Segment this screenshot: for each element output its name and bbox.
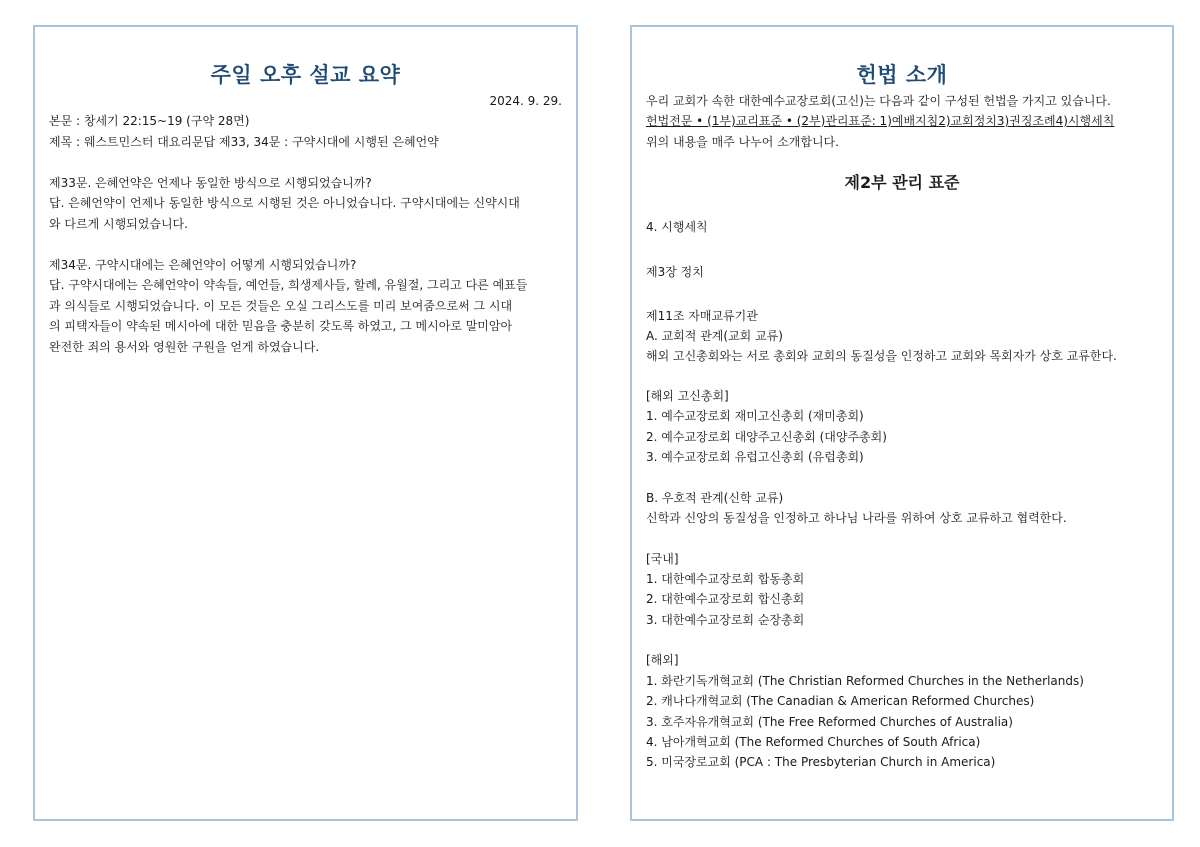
constitution-panel xyxy=(630,25,1174,821)
constitution-title: 헌법 소개 xyxy=(856,63,948,87)
answer-34-line: 답. 구약시대에는 은혜언약이 약속들, 예언들, 희생제사들, 할례, 유월절, 그리고 다른 예표들 xyxy=(49,278,528,292)
answer-34-line: 의 피택자들이 약속된 메시아에 대한 믿음을 충분히 갖도록 하였고, 그 메시아로 말미암아 xyxy=(49,319,513,333)
answer-34-line: 과 의식들로 시행되었습니다. 이 모든 것들은 오실 그리스도를 미리 보여줌으로써 그 시대 xyxy=(49,299,513,313)
question-33: 제33문. 은혜언약은 언제나 동일한 방식으로 시행되었습니까? xyxy=(49,176,372,190)
overseas-kosin-label: [해외 고신총회] xyxy=(646,389,729,403)
overseas-label: [해외] xyxy=(646,653,679,667)
answer-33-line: 답. 은혜언약이 언제나 동일한 방식으로 시행된 것은 아니었습니다. 구약시대에는 신약시대 xyxy=(49,196,520,210)
relation-a-heading: A. 교회적 관계(교회 교류) xyxy=(646,329,783,343)
sermon-subject: 제목 : 웨스트민스터 대요리문답 제33, 34문 : 구약시대에 시행된 은혜언약 xyxy=(49,135,439,149)
sermon-scripture: 본문 : 창세기 22:15~19 (구약 28면) xyxy=(49,114,250,128)
part-title: 제2부 관리 표준 xyxy=(844,173,960,192)
relation-b-desc: 신학과 신앙의 동질성을 인정하고 하나님 나라를 위하여 상호 교류하고 협력한다. xyxy=(646,511,1067,525)
section-heading: 4. 시행세칙 xyxy=(646,220,708,234)
list-item: 2. 예수교장로회 대양주고신총회 (대양주총회) xyxy=(646,430,887,444)
sermon-title: 주일 오후 설교 요약 xyxy=(210,63,401,87)
list-item: 4. 남아개혁교회 (The Reformed Churches of South Africa) xyxy=(646,735,981,749)
list-item: 1. 예수교장로회 재미고신총회 (재미총회) xyxy=(646,409,864,423)
list-item: 5. 미국장로교회 (PCA : The Presbyterian Church in America) xyxy=(646,755,996,769)
list-item: 3. 예수교장로회 유럽고신총회 (유럽총회) xyxy=(646,450,864,464)
sermon-summary-panel xyxy=(33,25,578,821)
list-item: 1. 대한예수교장로회 합동총회 xyxy=(646,572,805,586)
constitution-structure: 헌법전문 • (1부)교리표준 • (2부)관리표준: 1)예배지침2)교회정치3)권징조례4)시행세칙 xyxy=(646,114,1115,128)
list-item: 2. 대한예수교장로회 합신총회 xyxy=(646,592,805,606)
constitution-intro: 우리 교회가 속한 대한예수교장로회(고신)는 다음과 같이 구성된 헌법을 가지고 있습니다. xyxy=(646,94,1111,108)
list-item: 3. 호주자유개혁교회 (The Free Reformed Churches of Australia) xyxy=(646,715,1013,729)
list-item: 1. 화란기독개혁교회 (The Christian Reformed Churches in the Netherlands) xyxy=(646,674,1084,688)
article-heading: 제11조 자매교류기관 xyxy=(646,309,758,323)
constitution-intro-2: 위의 내용을 매주 나누어 소개합니다. xyxy=(646,135,839,149)
relation-a-desc: 해외 고신총회와는 서로 총회와 교회의 동질성을 인정하고 교회와 목회자가 상호 교류한다. xyxy=(646,349,1117,363)
answer-34-line: 완전한 죄의 용서와 영원한 구원을 얻게 하였습니다. xyxy=(49,340,320,354)
answer-33-line: 와 다르게 시행되었습니다. xyxy=(49,217,188,231)
list-item: 2. 캐나다개혁교회 (The Canadian & American Reformed Churches) xyxy=(646,694,1035,708)
list-item: 3. 대한예수교장로회 순장총회 xyxy=(646,613,805,627)
chapter-heading: 제3장 정치 xyxy=(646,265,704,279)
relation-b-heading: B. 우호적 관계(신학 교류) xyxy=(646,491,784,505)
sermon-date: 2024. 9. 29. xyxy=(489,94,562,108)
domestic-label: [국내] xyxy=(646,552,679,566)
question-34: 제34문. 구약시대에는 은혜언약이 어떻게 시행되었습니까? xyxy=(49,258,357,272)
